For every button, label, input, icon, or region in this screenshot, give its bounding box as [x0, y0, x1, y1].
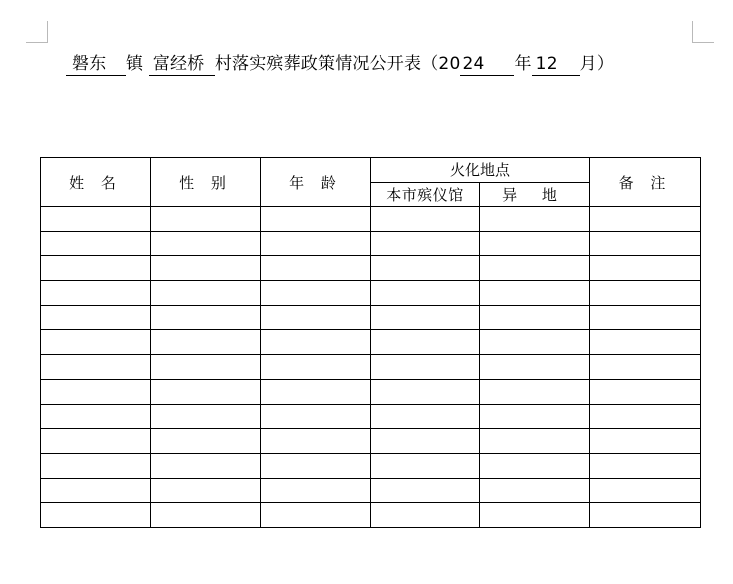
- table-row: [41, 453, 701, 478]
- remarks-cell[interactable]: [590, 478, 701, 503]
- title-month-field: 12: [532, 53, 580, 76]
- table-row: [41, 305, 701, 330]
- name-cell[interactable]: [41, 305, 151, 330]
- remarks-cell[interactable]: [590, 231, 701, 256]
- table-row: [41, 429, 701, 454]
- local-funeral-home-cell[interactable]: [371, 478, 480, 503]
- gender-cell[interactable]: [151, 379, 261, 404]
- other-place-cell[interactable]: [480, 503, 590, 528]
- gender-cell[interactable]: [151, 281, 261, 306]
- title-year-field: 24: [460, 53, 514, 76]
- age-cell[interactable]: [261, 478, 371, 503]
- table-row: [41, 330, 701, 355]
- local-funeral-home-cell[interactable]: [371, 330, 480, 355]
- name-cell[interactable]: [41, 478, 151, 503]
- local-funeral-home-cell[interactable]: [371, 404, 480, 429]
- name-cell[interactable]: [41, 207, 151, 232]
- page-corner-mark-top-right: [692, 21, 714, 43]
- other-place-cell[interactable]: [480, 404, 590, 429]
- title-year-prefix: 20: [438, 54, 461, 74]
- gender-cell[interactable]: [151, 404, 261, 429]
- age-cell[interactable]: [261, 404, 371, 429]
- title-text: 村落实殡葬政策情况公开表（: [214, 54, 439, 74]
- remarks-cell[interactable]: [590, 207, 701, 232]
- other-place-cell[interactable]: [480, 478, 590, 503]
- other-place-cell[interactable]: [480, 231, 590, 256]
- header-local-funeral-home: 本市殡仪馆: [371, 182, 480, 207]
- table-row: [41, 478, 701, 503]
- local-funeral-home-cell[interactable]: [371, 231, 480, 256]
- gender-cell[interactable]: [151, 429, 261, 454]
- page-corner-mark-top-left: [26, 21, 48, 43]
- name-cell[interactable]: [41, 379, 151, 404]
- remarks-cell[interactable]: [590, 281, 701, 306]
- other-place-cell[interactable]: [480, 281, 590, 306]
- name-cell[interactable]: [41, 330, 151, 355]
- age-cell[interactable]: [261, 429, 371, 454]
- other-place-cell[interactable]: [480, 355, 590, 380]
- gender-cell[interactable]: [151, 231, 261, 256]
- other-place-cell[interactable]: [480, 453, 590, 478]
- remarks-cell[interactable]: [590, 503, 701, 528]
- other-place-cell[interactable]: [480, 305, 590, 330]
- disclosure-table: [40, 157, 701, 528]
- remarks-cell[interactable]: [590, 330, 701, 355]
- remarks-cell[interactable]: [590, 429, 701, 454]
- name-cell[interactable]: [41, 256, 151, 281]
- header-gender: 性 别: [151, 158, 261, 207]
- other-place-cell[interactable]: [480, 207, 590, 232]
- age-cell[interactable]: [261, 256, 371, 281]
- gender-cell[interactable]: [151, 256, 261, 281]
- title-village-field: 富经桥: [149, 53, 215, 76]
- table-row: [41, 355, 701, 380]
- header-cremation-place: 火化地点: [371, 158, 590, 183]
- name-cell[interactable]: [41, 404, 151, 429]
- remarks-cell[interactable]: [590, 305, 701, 330]
- name-cell[interactable]: [41, 281, 151, 306]
- header-remarks: 备 注: [590, 158, 701, 207]
- age-cell[interactable]: [261, 379, 371, 404]
- local-funeral-home-cell[interactable]: [371, 429, 480, 454]
- remarks-cell[interactable]: [590, 453, 701, 478]
- title-town-suffix: 镇: [126, 54, 144, 74]
- table-row: [41, 207, 701, 232]
- gender-cell[interactable]: [151, 453, 261, 478]
- local-funeral-home-cell[interactable]: [371, 503, 480, 528]
- local-funeral-home-cell[interactable]: [371, 281, 480, 306]
- table-row: [41, 231, 701, 256]
- local-funeral-home-cell[interactable]: [371, 453, 480, 478]
- remarks-cell[interactable]: [590, 256, 701, 281]
- header-age: 年 龄: [261, 158, 371, 207]
- local-funeral-home-cell[interactable]: [371, 305, 480, 330]
- name-cell[interactable]: [41, 429, 151, 454]
- name-cell[interactable]: [41, 231, 151, 256]
- age-cell[interactable]: [261, 503, 371, 528]
- local-funeral-home-cell[interactable]: [371, 256, 480, 281]
- other-place-cell[interactable]: [480, 330, 590, 355]
- remarks-cell[interactable]: [590, 379, 701, 404]
- table-row: [41, 256, 701, 281]
- name-cell[interactable]: [41, 355, 151, 380]
- age-cell[interactable]: [261, 355, 371, 380]
- name-cell[interactable]: [41, 453, 151, 478]
- age-cell[interactable]: [261, 231, 371, 256]
- name-cell[interactable]: [41, 503, 151, 528]
- title-year-suffix: 年: [514, 54, 532, 74]
- title-town-field: 磐东: [66, 53, 126, 76]
- local-funeral-home-cell[interactable]: [371, 379, 480, 404]
- gender-cell[interactable]: [151, 503, 261, 528]
- title-month-suffix: 月）: [579, 54, 615, 74]
- remarks-cell[interactable]: [590, 355, 701, 380]
- other-place-cell[interactable]: [480, 379, 590, 404]
- gender-cell[interactable]: [151, 478, 261, 503]
- table-row: [41, 281, 701, 306]
- table-row: [41, 503, 701, 528]
- header-other-place: 异 地: [480, 182, 590, 207]
- age-cell[interactable]: [261, 305, 371, 330]
- gender-cell[interactable]: [151, 330, 261, 355]
- document-title: [66, 51, 614, 77]
- header-name: 姓 名: [41, 158, 151, 207]
- local-funeral-home-cell[interactable]: [371, 355, 480, 380]
- table-row: [41, 404, 701, 429]
- age-cell[interactable]: [261, 453, 371, 478]
- gender-cell[interactable]: [151, 355, 261, 380]
- table-body: [41, 207, 701, 528]
- remarks-cell[interactable]: [590, 404, 701, 429]
- gender-cell[interactable]: [151, 305, 261, 330]
- age-cell[interactable]: [261, 330, 371, 355]
- gender-cell[interactable]: [151, 207, 261, 232]
- table-row: [41, 379, 701, 404]
- age-cell[interactable]: [261, 207, 371, 232]
- age-cell[interactable]: [261, 281, 371, 306]
- local-funeral-home-cell[interactable]: [371, 207, 480, 232]
- other-place-cell[interactable]: [480, 429, 590, 454]
- other-place-cell[interactable]: [480, 256, 590, 281]
